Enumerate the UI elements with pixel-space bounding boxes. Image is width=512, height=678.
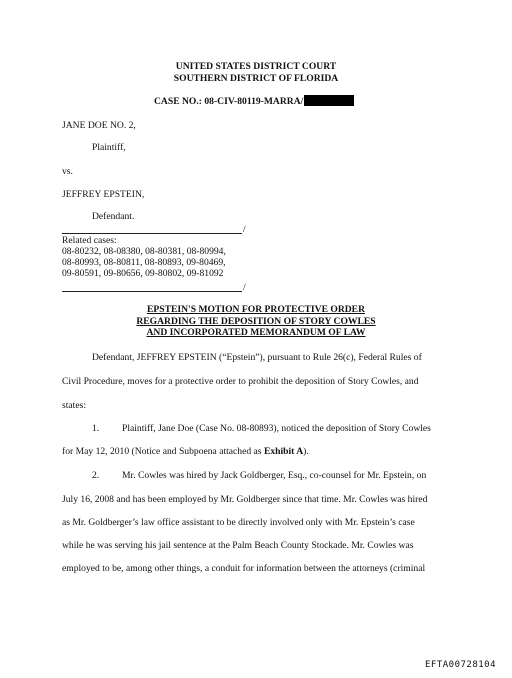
intro-line-2: Civil Procedure, moves for a protective order to prohibit the deposition of Story Cowles, and: [62, 376, 419, 387]
motion-title: [0, 304, 512, 339]
caption-rule-1: [62, 233, 242, 234]
para-2-line-3: as Mr. Goldberger’s law office assistant to be directly involved only with Mr. Epstein’s case: [62, 517, 415, 528]
intro-line-1: Defendant, JEFFREY EPSTEIN (“Epstein”), pursuant to Rule 26(c), Federal Rules of: [92, 352, 422, 363]
caption-slash-2: /: [243, 282, 246, 293]
case-number: [154, 95, 354, 108]
motion-title-line-3: AND INCORPORATED MEMORANDUM OF LAW: [146, 327, 366, 338]
para-1-number: 1.: [92, 423, 100, 434]
document-id-stamp: EFTA00728104: [425, 660, 497, 670]
para-1-line-1: Plaintiff, Jane Doe (Case No. 08-80893), noticed the deposition of Story Cowles: [122, 423, 431, 434]
para-1-line-2-end: ).: [303, 446, 309, 457]
caption-rule-2: [62, 291, 242, 292]
para-2-line-1: Mr. Cowles was hired by Jack Goldberger, Esq., co-counsel for Mr. Epstein, on: [122, 470, 427, 481]
para-1-line-2: [62, 446, 309, 458]
related-cases-label: Related cases:: [62, 235, 117, 246]
para-2-number: 2.: [92, 470, 100, 481]
related-cases-line-1: 08-80232, 08-08380, 08-80381, 08-80994,: [62, 246, 226, 257]
plaintiff-role: Plaintiff,: [92, 142, 126, 153]
court-name-line1: UNITED STATES DISTRICT COURT: [175, 61, 337, 72]
related-cases-line-3: 09-80591, 09-80656, 09-80802, 09-81092: [62, 268, 224, 279]
defendant-role: Defendant.: [92, 211, 135, 222]
motion-title-line-2: REGARDING THE DEPOSITION OF STORY COWLES: [136, 315, 376, 327]
plaintiff-name: JANE DOE NO. 2,: [62, 120, 136, 131]
para-1-line-2-text: for May 12, 2010 (Notice and Subpoena attached as: [62, 446, 264, 457]
redaction-block: [304, 95, 354, 106]
case-number-text: CASE NO.: 08-CIV-80119-MARRA/: [154, 96, 304, 107]
defendant-name: JEFFREY EPSTEIN,: [62, 189, 145, 200]
para-2-line-2: July 16, 2008 and has been employed by Mr. Goldberger since that time. Mr. Cowles was hired: [62, 494, 428, 505]
motion-title-line-1: EPSTEIN'S MOTION FOR PROTECTIVE ORDER: [146, 304, 366, 315]
para-2-line-4: while he was serving his jail sentence at the Palm Beach County Stockade. Mr. Cowles was: [62, 540, 414, 551]
court-name-line2: SOUTHERN DISTRICT OF FLORIDA: [173, 73, 339, 84]
caption-slash-1: /: [243, 224, 246, 235]
related-cases-line-2: 08-80993, 08-80811, 08-80893, 09-80469,: [62, 257, 226, 268]
intro-line-3: states:: [62, 400, 86, 411]
exhibit-reference: Exhibit A: [263, 446, 304, 457]
para-2-line-5: employed to be, among other things, a conduit for information between the attorneys (criminal: [62, 563, 426, 574]
versus: vs.: [62, 166, 73, 177]
